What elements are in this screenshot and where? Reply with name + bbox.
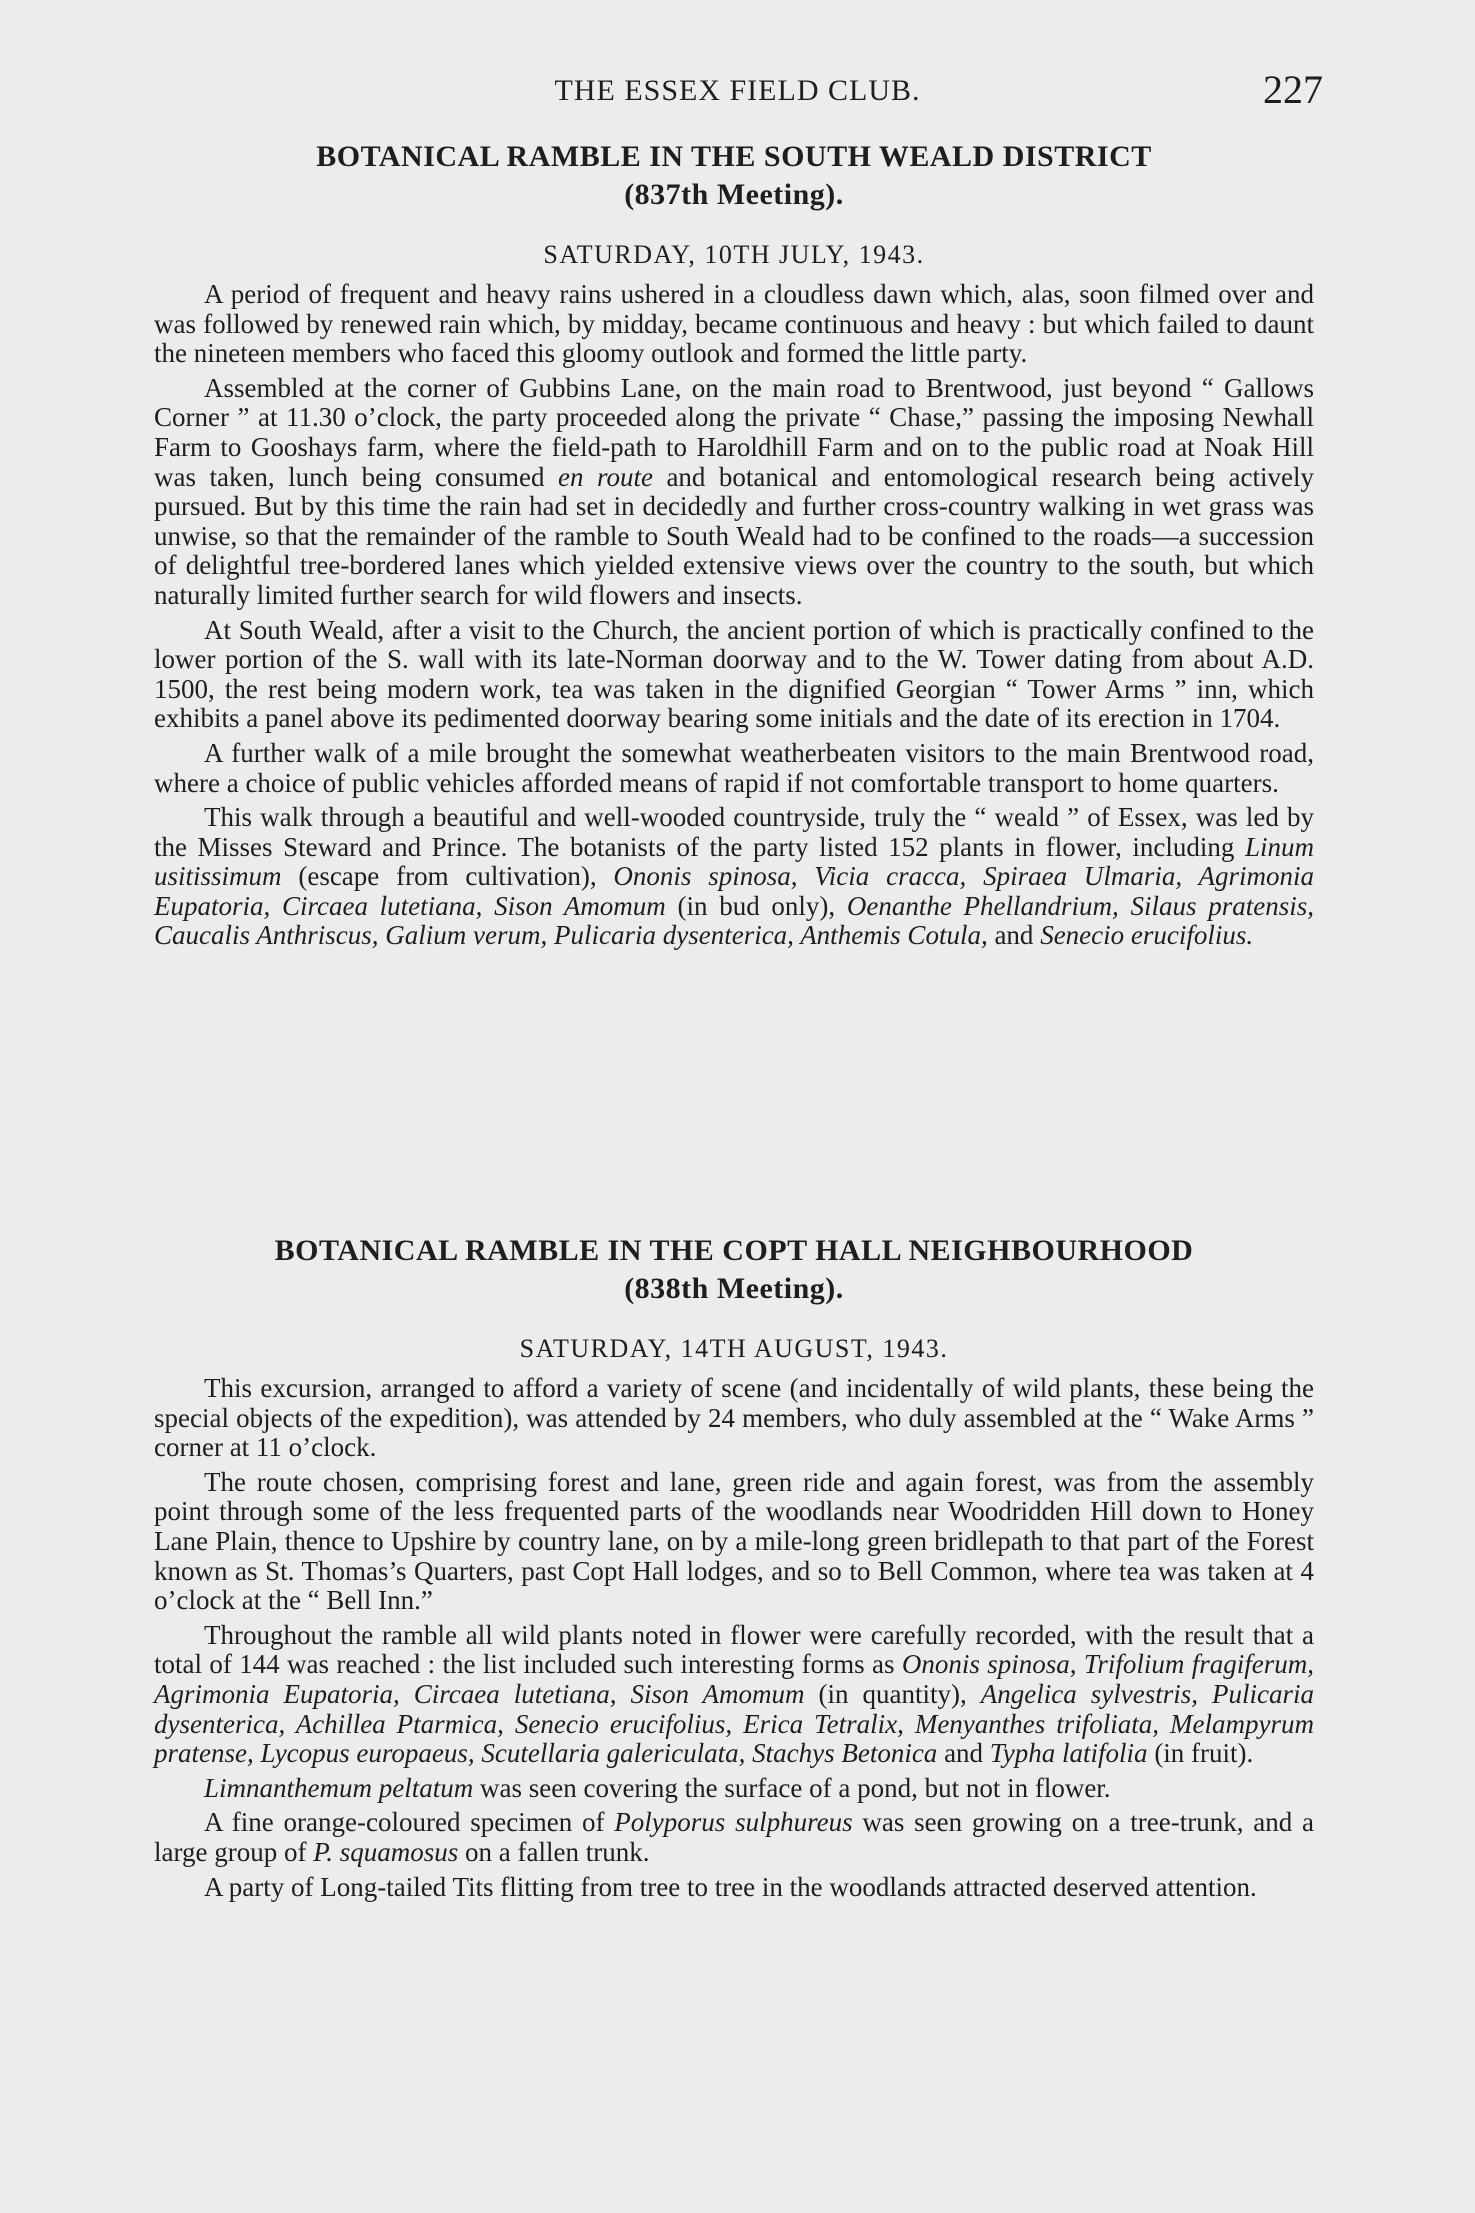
- paragraph: [154, 1808, 1314, 1867]
- section-title: BOTANICAL RAMBLE IN THE COPT HALL NEIGHBOURHOOD: [274, 1234, 1194, 1267]
- meeting-date: SATURDAY, 10TH JULY, 1943.: [543, 240, 925, 269]
- section-title: BOTANICAL RAMBLE IN THE SOUTH WEALD DISTRICT: [316, 140, 1152, 173]
- page-number: 227: [1263, 67, 1323, 112]
- text-run: The route chosen, comprising forest and lane, green ride and again forest, was from the assembly point through some of the less frequented parts of the woodlands near Woodridden Hill down to Honey Lane Plain, thence to Upshire by country lane, on by a mile-long green bridlepath to that part of the Forest known as St. Thomas’s Quarters, past Copt Hall lodges, and so to Bell Common, where tea was taken at 4 o’clock at the “ Bell Inn.”: [154, 1466, 1314, 1616]
- text-run: (in fruit).: [1147, 1738, 1254, 1769]
- text-run: on a fallen trunk.: [458, 1836, 650, 1867]
- italic-text: Ononis spinosa, Vicia cracca, Spiraea Ulmaria, Agrimonia Eupatoria, Circaea lutetiana, Sison Amomum: [154, 861, 1314, 921]
- italic-text: P. squamosus: [313, 1836, 459, 1867]
- text-run: A further walk of a mile brought the somewhat weatherbeaten visitors to the main Brentwood road, where a choice of public vehicles afforded means of rapid if not comfortable transport to home quarters.: [154, 737, 1314, 798]
- italic-text: Senecio erucifolius.: [1040, 920, 1254, 951]
- text-run: (escape from cultivation),: [281, 861, 614, 892]
- section-heading: [154, 138, 1314, 214]
- italic-text: Linum usitissimum: [154, 831, 1314, 892]
- text-run: and: [937, 1738, 990, 1769]
- meeting-number: (838th Meeting).: [624, 1272, 844, 1305]
- paragraph: [154, 803, 1314, 951]
- italic-text: Oenanthe Phellandrium, Silaus pratensis, Caucalis Anthriscus, Galium verum, Pulicaria dysenterica, Anthemis Cotula,: [154, 890, 1314, 951]
- paragraph: [154, 1621, 1314, 1769]
- text-run: A period of frequent and heavy rains ushered in a cloudless dawn which, alas, soon filmed over and was followed by renewed rain which, by midday, became continuous and heavy : but which failed to daunt the nineteen members who faced this gloomy outlook and formed the little party.: [154, 279, 1314, 369]
- paragraph: [154, 1774, 1314, 1804]
- text-run: This walk through a beautiful and well-wooded countryside, truly the “ weald ” of Essex, was led by the Misses Steward and Prince. The botanists of the party listed 152 plants in flower, including: [154, 802, 1314, 862]
- section-body: [154, 280, 1314, 951]
- text-run: and: [987, 920, 1041, 951]
- section-south-weald: [154, 138, 1314, 956]
- paragraph: [154, 1468, 1314, 1616]
- text-run: A fine orange-coloured specimen of: [204, 1807, 615, 1838]
- paragraph: [154, 739, 1314, 798]
- italic-text: Polyporus sulphureus: [614, 1807, 853, 1838]
- text-run: (in bud only),: [665, 890, 847, 921]
- section-heading: [154, 1232, 1314, 1308]
- text-run: was seen covering the surface of a pond, but not in flower.: [473, 1772, 1111, 1803]
- paragraph: [154, 374, 1314, 611]
- paragraph: [154, 1374, 1314, 1463]
- italic-text: Ononis spinosa, Trifolium fragiferum, Agrimonia Eupatoria, Circaea lutetiana, Sison Amomum: [154, 1649, 1314, 1709]
- italic-text: en route: [558, 461, 653, 492]
- italic-text: Limnanthemum peltatum: [204, 1772, 474, 1803]
- text-run: was seen growing on a tree-trunk, and a large group of: [154, 1807, 1314, 1867]
- paragraph: [154, 616, 1314, 734]
- section-copt-hall: [154, 1232, 1314, 1907]
- italic-text: Typha latifolia: [989, 1738, 1148, 1769]
- text-run: and botanical and entomological research being actively pursued. But by this time the rain had set in decidedly and further cross-country walking in wet grass was unwise, so that the remainder of the ramble to South Weald had to be confined to the roads—a succession of delightful tree-bordered lanes which yielded extensive views over the country to the south, but which naturally limited further search for wild flowers and insects.: [154, 461, 1315, 610]
- text-run: (in quantity),: [804, 1678, 981, 1709]
- paragraph: [154, 1873, 1314, 1903]
- text-run: Throughout the ramble all wild plants noted in flower were carefully recorded, with the result that a total of 144 was reached : the list included such interesting forms as: [154, 1619, 1314, 1680]
- italic-text: Angelica sylvestris, Pulicaria dysenterica, Achillea Ptarmica, Senecio erucifolius, Erica Tetralix, Menyanthes trifoliata, Melampyrum pratense, Lycopus europaeus, Scutellaria galericulata, Stachys Betonica: [154, 1678, 1314, 1769]
- text-run: This excursion, arranged to afford a variety of scene (and incidentally of wild plants, these being the special objects of the expedition), was attended by 24 members, who duly assembled at the “ Wake Arms ” corner at 11 o’clock.: [154, 1373, 1314, 1463]
- section-body: [154, 1374, 1314, 1902]
- meeting-date: SATURDAY, 14TH AUGUST, 1943.: [519, 1334, 949, 1363]
- running-title: THE ESSEX FIELD CLUB.: [554, 74, 921, 107]
- text-run: A party of Long-tailed Tits flitting from tree to tree in the woodlands attracted deserved attention.: [204, 1871, 1257, 1902]
- text-run: At South Weald, after a visit to the Church, the ancient portion of which is practically confined to the lower portion of the S. wall with its late-Norman doorway and to the W. Tower dating from about A.D. 1500, the rest being modern work, tea was taken in the dignified Georgian “ Tower Arms ” inn, which exhibits a panel above its pedimented doorway bearing some initials and the date of its erection in 1704.: [154, 614, 1314, 734]
- running-head: [150, 66, 1325, 118]
- paragraph: [154, 280, 1314, 369]
- meeting-number: (837th Meeting).: [624, 178, 844, 211]
- text-run: Assembled at the corner of Gubbins Lane, on the main road to Brentwood, just beyond “ Gallows Corner ” at 11.30 o’clock, the party proceeded along the private “ Chase,” passing the imposing Newhall Farm to Gooshays farm, where the field-path to Haroldhill Farm and on to the public road at Noak Hill was taken, lunch being consumed: [154, 372, 1314, 492]
